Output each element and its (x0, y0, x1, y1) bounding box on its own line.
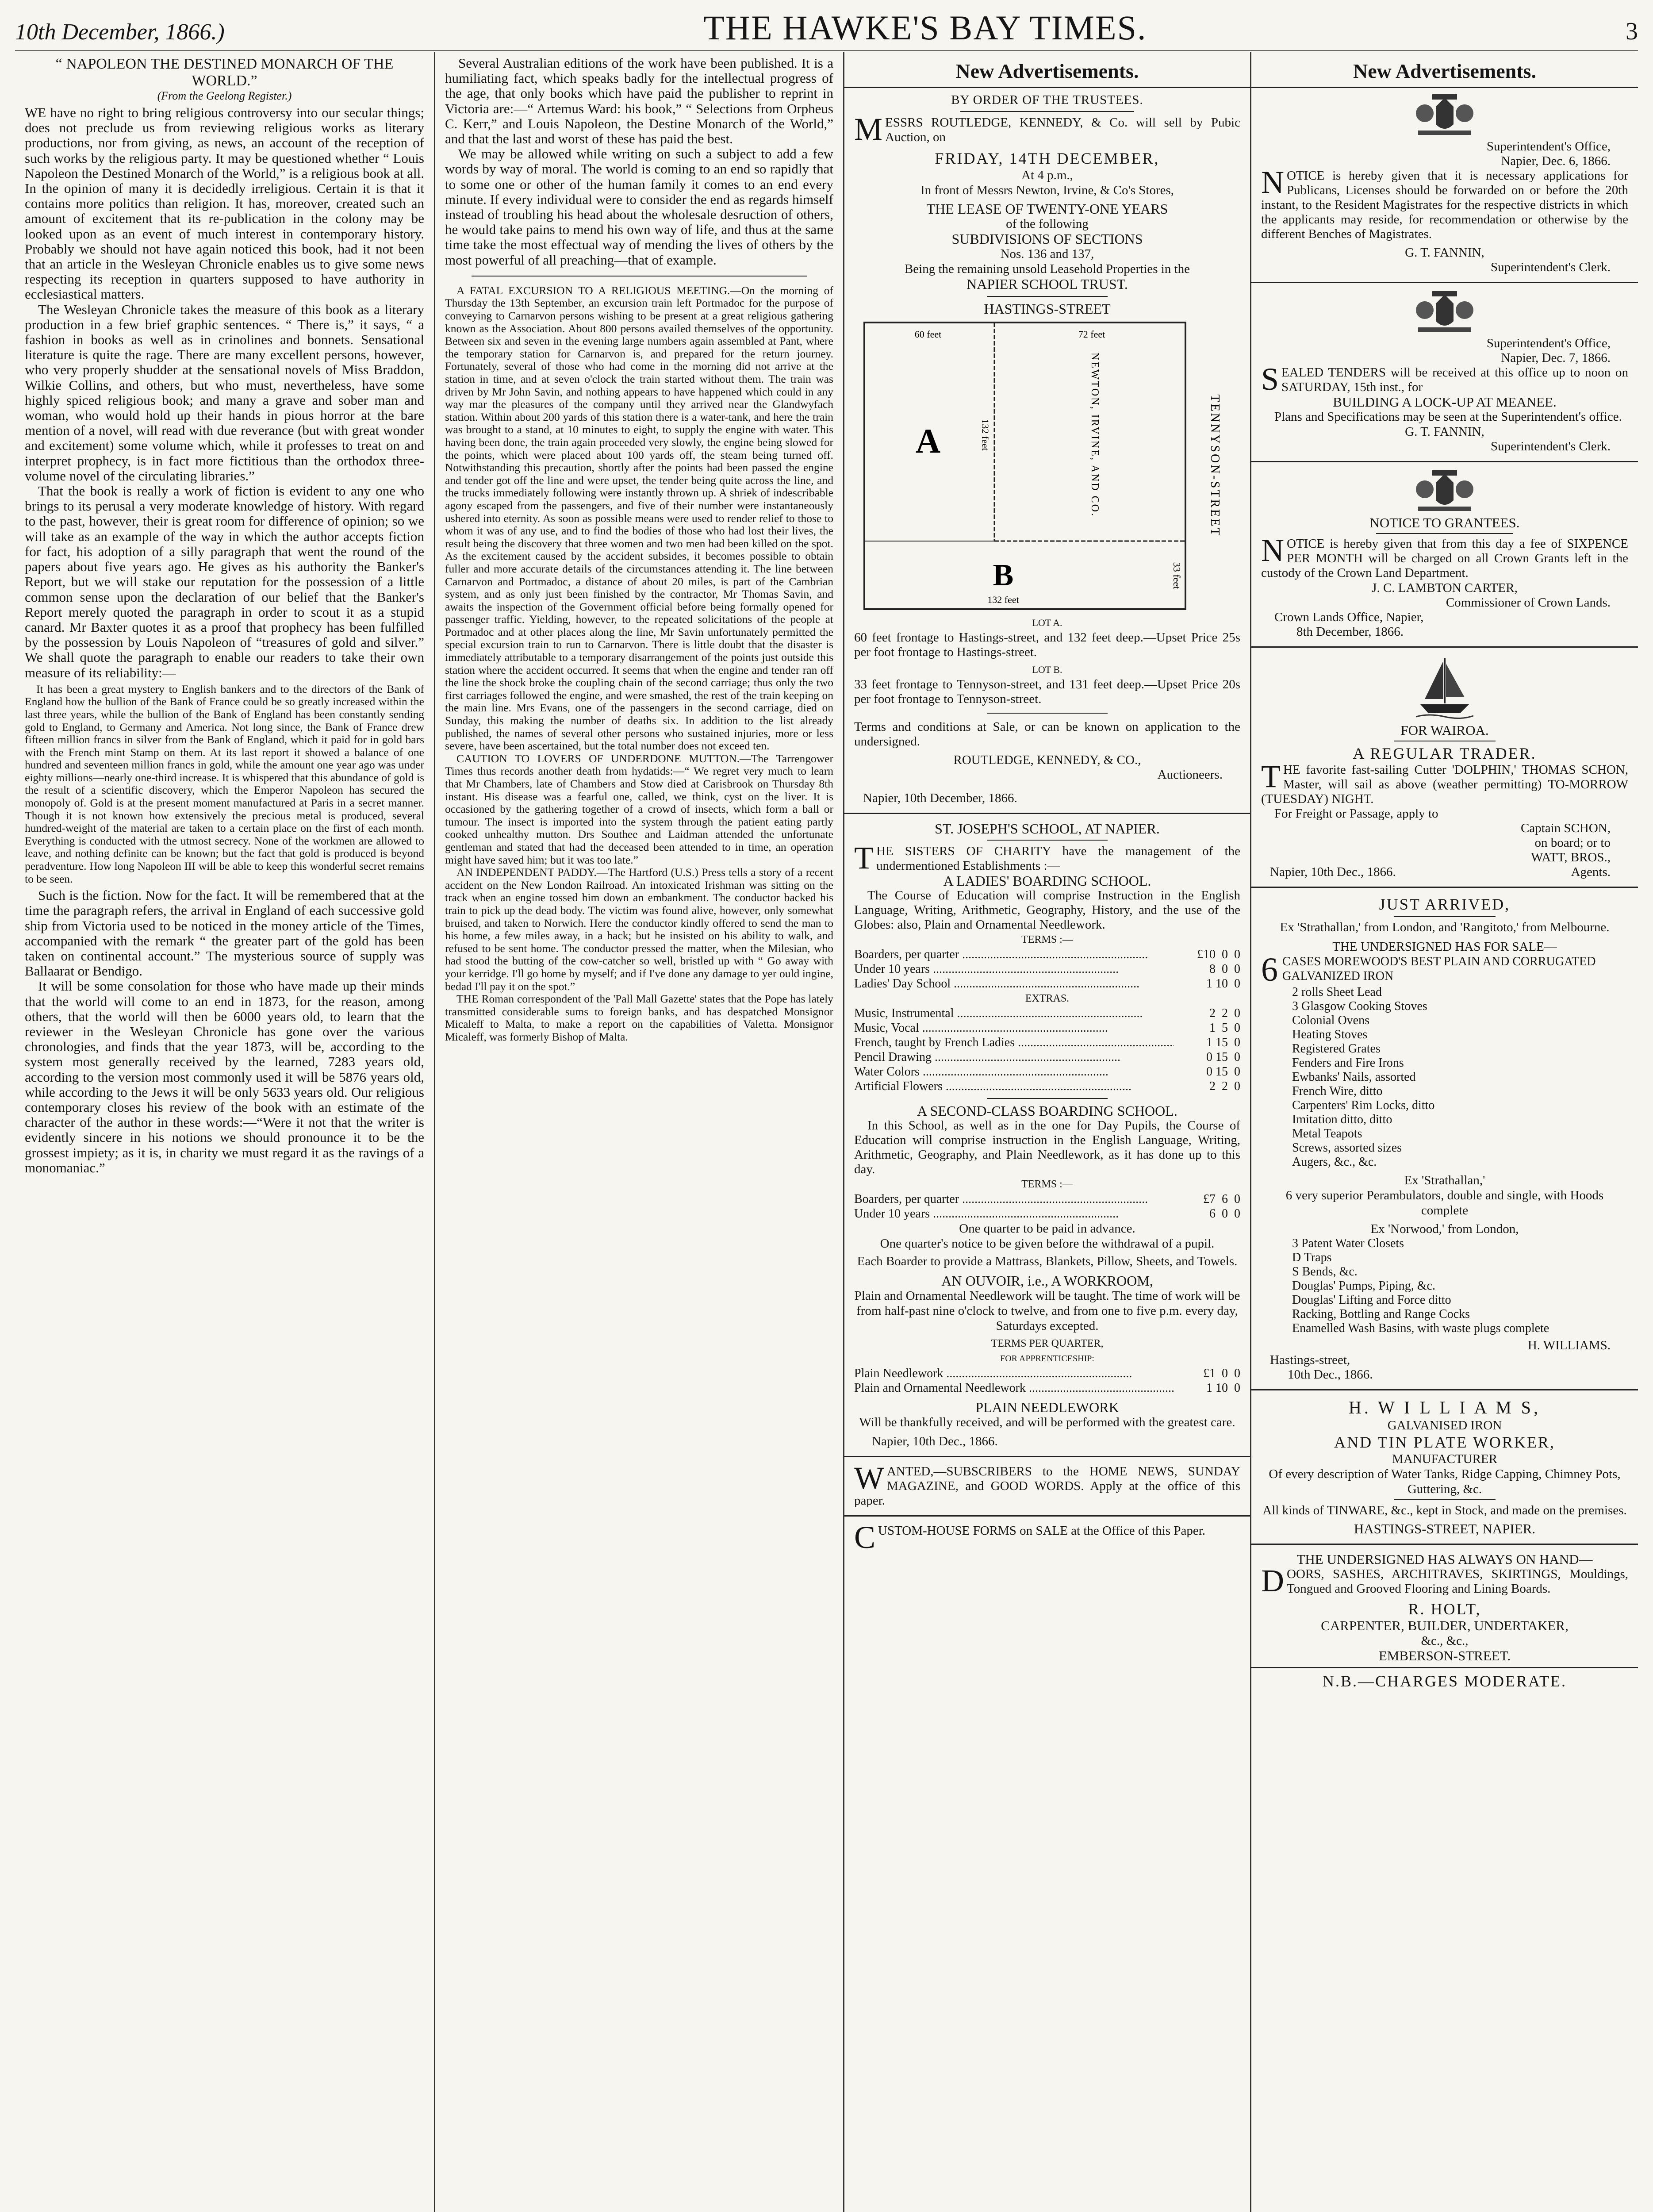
williams-name: H. W I L L I A M S, (1348, 1398, 1541, 1417)
columns (15, 52, 1638, 2212)
auction-intro: MESSRS ROUTLEDGE, KENNEDY, & Co. will sell by Pubic Auction, on (854, 111, 1240, 147)
custom-house-ad (854, 1520, 1240, 1555)
ouvoir-title: AN OUVOIR, i.e., A WORKROOM, (941, 1273, 1153, 1289)
paragraph: THE Roman correspondent of the 'Pall Mall Gazette' states that the Pope has lately transmitted considerable sums to foreign banks, and has despatched Monsignor Micaleff to Malta, to make a report on the capabilities of Valetta. Monsignor Micaleff, was formerly Bishop of Malta. (445, 992, 833, 1043)
auction-section-numbers: Nos. 136 and 137, (1000, 247, 1094, 261)
coat-of-arms-motto (1418, 327, 1471, 332)
paragraph: CAUTION TO LOVERS OF UNDERDONE MUTTON.—The Tarrengower Times thus records another death from hydatids:—“ We regret very much to learn that Mr Chambers, late of Chambers and Stow died at Carisbrook on Thursday 8th instant. His disease was a fearful one, called, we think, cyst on the liver. It is occasioned by the gathering together of a crowd of insects, which form a ball or tumour. The insect is imported into the system through the patient eating partly cooked unhealthy mutton. Drs Southee and Laidman attended the unfortunate gentleman and stated that had the deceased been attended to in time, an operation might have saved him; but it was too late.” (445, 752, 833, 866)
paragraph: Metal Teapots (1292, 1127, 1362, 1141)
wanted-ad (854, 1460, 1240, 1508)
plain-needlework-text: Will be thankfully received, and will be performed with the greatest care. (859, 1415, 1235, 1429)
williams-desc: Of every description of Water Tanks, Ridge Capping, Chimney Pots, Guttering, &c. (1269, 1467, 1621, 1496)
lot-a-label: LOT A. (1032, 617, 1062, 628)
row-label: Artificial Flowers ..... (854, 1079, 1174, 1094)
row-value: £7 6 0 (1203, 1192, 1240, 1206)
row-value: 8 0 0 (1209, 962, 1240, 976)
auction-terms: Terms and conditions at Sale, or can be known on application to the undersigned. (854, 720, 1240, 749)
arrived-undersigned: THE UNDERSIGNED HAS FOR SALE— (1332, 940, 1557, 954)
page-number: 3 (1625, 18, 1638, 45)
paragraph: Ewbanks' Nails, assorted (1292, 1070, 1416, 1084)
divider (960, 111, 1134, 112)
table-row (854, 976, 1240, 991)
williams-address: HASTINGS-STREET, NAPIER. (1354, 1521, 1536, 1536)
auction-being: Being the remaining unsold Leasehold Properties in the (904, 262, 1190, 276)
arrived-date: 10th Dec., 1866. (1288, 1367, 1373, 1382)
row-label: Boarders, per quarter ..... (854, 1192, 1174, 1206)
divider (987, 1098, 1108, 1099)
ads-header: New Advertisements. (844, 56, 1250, 88)
wairoa-title: FOR WAIROA. (1400, 722, 1489, 738)
coat-of-arms-unicorn (1456, 301, 1473, 319)
paragraph: That the book is really a work of fiction is evident to any one who brings to its perusal a very moderate knowledge of history. With regard to the past, however, their is great room for difference of opinion; so we will take as an example of the way in which the author accepts fiction for fact, his adoption of a silly paragraph that went the round of the papers about five years ago. He gives as his authority the Banker's Report, but we will stake our reputation for the possession of a little common sense upon the declaration of our belief that the Banker's Report merely quoted the paragraph in order to scout it as a stupid canard. Mr Baxter quotes it as a proof that prophecy has been fulfilled by the possession by Louis Napoleon of “treasures of gold and silver.” We shall quote the paragraph to enable our readers to take their own measure of its reliability:— (25, 483, 424, 680)
holt-nb: N.B.—CHARGES MODERATE. (1322, 1672, 1567, 1690)
wairoa-ad (1261, 655, 1628, 879)
coat-of-arms-shield (1436, 295, 1454, 326)
arrived-cases (1261, 951, 1628, 988)
paragraph: Such is the fiction. Now for the fact. It will be remembered that at the time the paragraph refers, the arrival in England of each successive gold ship from Victoria used to be noticed in the money article of the Times, accompanied with the remark “ the greater part of the gold has been taken on continental account.” The mysterious source of supply was Ballaarat or Bendigo. (25, 887, 424, 979)
coat-of-arms-lion (1416, 480, 1434, 498)
article-body-end (445, 56, 833, 268)
divider (1251, 1544, 1638, 1545)
article-body-continued (25, 888, 424, 1175)
custom-house-text: CUSTOM-HOUSE FORMS on SALE at the Office of this Paper. (854, 1520, 1206, 1555)
advance-note: One quarter to be paid in advance. (959, 1221, 1135, 1236)
notice1-signature: G. T. FANNIN, (1405, 246, 1484, 260)
coat-of-arms-crown (1432, 94, 1457, 100)
grantees-date: 8th December, 1866. (1296, 625, 1404, 639)
second-school-title: A SECOND-CLASS BOARDING SCHOOL. (917, 1103, 1177, 1119)
masthead (15, 8, 1638, 52)
arrived-title: JUST ARRIVED, (1379, 895, 1511, 913)
school-ad (854, 821, 1240, 1449)
table-row (854, 1006, 1240, 1021)
coat-of-arms-icon (1409, 290, 1480, 334)
table-row (854, 1050, 1240, 1064)
notice2-building: BUILDING A LOCK-UP AT MEANEE. (1333, 394, 1557, 410)
wairoa-dateline: Napier, 10th Dec., 1866. (1270, 865, 1396, 879)
auction-dateline: Napier, 10th December, 1866. (863, 791, 1017, 805)
grantees-title: NOTICE TO GRANTEES. (1369, 515, 1520, 530)
divider (987, 713, 1108, 714)
row-label: Pencil Drawing ..... (854, 1050, 1174, 1064)
row-label: Plain and Ornamental Needlework ..... (854, 1381, 1174, 1395)
ads-header: New Advertisements. (1251, 56, 1638, 88)
divider (987, 296, 1108, 297)
coat-of-arms-crown (1432, 470, 1457, 476)
divider (1394, 1499, 1496, 1500)
notice1-text: NOTICE is hereby given that it is necessary applications for Publicans, Licenses should be forwarded on or before the 20th instant, to the Resident Magistrates for the respective districts in which the applicants may reside, for recommendation or otherwise by the different Benches of Magistrates. (1261, 165, 1628, 241)
row-value: 6 0 0 (1209, 1207, 1240, 1221)
row-label: Plain Needlework ..... (854, 1366, 1174, 1381)
holt-ad (1261, 1552, 1628, 1690)
row-value: 1 10 0 (1206, 1381, 1240, 1395)
wairoa-captain: Captain SCHON, (1521, 821, 1611, 835)
plan-lot-b: B (993, 558, 1013, 592)
auctioneer-role: Auctioneers. (1157, 768, 1223, 782)
divider (844, 1456, 1250, 1457)
divider (1251, 887, 1638, 888)
grantees-text: NOTICE is hereby given that from this day a fee of SIXPENCE PER MONTH will be charged on all Crown Grants left in the custody of the Crown Land Department. (1261, 533, 1628, 580)
paragraph: Douglas' Pumps, Piping, &c. (1292, 1279, 1435, 1293)
wairoa-agents: Agents. (1571, 865, 1611, 879)
wanted-text: WANTED,—SUBSCRIBERS to the HOME NEWS, SUNDAY MAGAZINE, and GOOD WORDS. Apply at the office of this paper. (854, 1460, 1240, 1508)
arrived-signature: H. WILLIAMS. (1527, 1338, 1611, 1352)
wairoa-board: on board; or to (1534, 836, 1611, 850)
paragraph: A FATAL EXCURSION TO A RELIGIOUS MEETING.—On the morning of Thursday the 13th September, an excursion train left Portmadoc for the purpose of conveying to Carnarvon persons wishing to be present at a great religious gathering known as the Association. About 800 persons availed themselves of the opportunity. Between six and seven in the evening large numbers again assembled at Pant, where the temporary station for Carnarvon is, and prepared for the return journey. Fortunately, several of those who had come in the morning did not arrive at the station in time, and at seven o'clock the train started without them. The train was driven by Mr John Savin, and nothing appears to have happened which could in any way mar the pleasures of the company until they arrived near the Glandwyfach station. Within about 200 yards of this station there is a water-tank, and here the train was brought to a stand, at 10 minutes to eight, to supply the engine with water. This having been done, the train again proceeded very slowly, the engine being slowed for the points, which were placed about 100 yards off, the steam being turned off. Notwithstanding this precaution, shortly after the points had been passed the engine and tender got off the line and were upset, the tender being quite across the line, and the trucks immediately following were instantly thrown up. A shriek of indescribable agony escaped from the passengers, and five of their number were instantaneously ushered into eternity. As soon as possible means were used to render relief to those to whom it was of any use, and to find the bodies of those who had lost their lives, the result being the discovery that three women and two men had been killed on the spot. As the excitement caused by the accident subsides, it becomes possible to obtain fuller and more accurate details of the circumstances attending it. The line between Carnarvon and Portmadoc, a distance of about 20 miles, is part of the Cambrian system, and as only just been finished by the contractor, Mr Thomas Savin, and awaits the inspection of the Government official before being formally opened for passenger traffic. Yielding, however, to the repeated solicitations of the people at Portmadoc and at other places along the line, Mr Savin unfortunately permitted the special excursion train to run to Carnarvon. There is little doubt that the disaster is immediately attributable to a temporary disarrangement of the points just outside this station where the accident occurred. It seems that when the engine and tender ran off the line the shock broke the coupling chain of the second carriage; thus only the two first carriages followed the engine, and were smashed, the rest of the train keeping on the main line. Mrs Evans, one of the passengers in the second carriage, died on Sunday, this making the number of deaths six. In addition to the list already published, the names of several other persons who sustained injuries, more or less severe, have been ascertained, but the total number does not exceed ten. (445, 284, 833, 753)
paragraph: Carpenters' Rim Locks, ditto (1292, 1098, 1435, 1112)
arrived-cases-text: CASES MOREWOOD'S BEST PLAIN AND CORRUGATED GALVANIZED IRON (1282, 955, 1596, 983)
row-label: Music, Instrumental ..... (854, 1006, 1174, 1021)
paragraph: Heating Stoves (1292, 1028, 1368, 1041)
notice2-plans: Plans and Specifications may be seen at the Superintendent's office. (1274, 410, 1622, 424)
paragraph: We may be allowed while writing on such a subject to add a few words by way of moral. The world is coming to an end so rapidly that to some one or other of the human family it comes to an end every minute. If every individual were to consider the end as regards himself instead of troubling his head about the wholesale desruction of others, he would take pains to mend his own way of life, and thus at the same time take the most effectual way of mending the lives of others by the most powerful of all preaching—that of example. (445, 146, 833, 268)
lot-b-label: LOT B. (1032, 664, 1062, 675)
coat-of-arms-icon (1409, 469, 1480, 514)
issue-date: 10th December, 1866.) (15, 19, 225, 45)
newspaper-title: THE HAWKE'S BAY TIMES. (703, 8, 1147, 47)
lot-b-text: 33 feet frontage to Tennyson-street, and 131 feet deep.—Upset Price 20s per foot frontage to Tennyson-street. (854, 677, 1240, 706)
row-label: French, taught by French Ladies ..... (854, 1035, 1174, 1050)
school-intro: THE SISTERS OF CHARITY have the management of the undermentioned Establishments :— (854, 840, 1240, 876)
extras-table (854, 1006, 1240, 1094)
coat-of-arms-shield (1436, 474, 1454, 505)
row-value: £1 0 0 (1203, 1367, 1240, 1380)
auction-following: of the following (1006, 217, 1089, 231)
paragraph: Imitation ditto, ditto (1292, 1113, 1392, 1126)
plan-60-feet: 60 feet (914, 329, 941, 340)
row-label: Water Colors ..... (854, 1064, 1174, 1079)
table-row (854, 1079, 1240, 1094)
terms-label: TERMS :— (1021, 934, 1073, 945)
row-value: 1 10 0 (1206, 977, 1240, 991)
notice2-text: SEALED TENDERS will be received at this office up to noon on SATURDAY, 15th inst., for (1261, 361, 1628, 397)
paragraph: The Wesleyan Chronicle takes the measure of this book as a literary production in a few brief graphic sentences. “ There is,” it says, “ a fashion in books as well as in crinolines and bonnets. Sensational literature is quite the rage. There are many excellent persons, however, who very properly shudder at the sensational novels of Miss Braddon, Wilkie Collins, and others, but who must, nevertheless, have some highly spiced religious book; and many a grave and sober man and woman, who would hold up their hands in pious horror at the bare mention of a novel, will read with due reverance (but with great wonder and excitement) some volume which, while it professes to treat on and interpret prophecy, is in fact more fictitious than the orthodox three-volume novel of the circulating libraries.” (25, 301, 424, 484)
paragraph: Douglas' Lifting and Force ditto (1292, 1293, 1451, 1307)
notice2-role: Superintendent's Clerk. (1490, 439, 1611, 453)
holt-etc: &c., &c., (1421, 1634, 1469, 1648)
williams-tinware: All kinds of TINWARE, &c., kept in Stock, and made on the premises. (1262, 1503, 1627, 1517)
table-row (854, 1035, 1240, 1050)
coat-of-arms-motto (1418, 131, 1471, 135)
holt-name: R. HOLT, (1408, 1600, 1481, 1618)
williams-trade-1: GALVANISED IRON (1387, 1418, 1502, 1432)
wairoa-freight: For Freight or Passage, apply to (1274, 806, 1438, 821)
auctioneer-firm: ROUTLEDGE, KENNEDY, & CO., (953, 753, 1141, 767)
paragraph: Colonial Ovens (1292, 1014, 1369, 1027)
row-value: 0 15 0 (1206, 1050, 1240, 1064)
boarder-note: Each Boarder to provide a Mattrass, Blankets, Pillow, Sheets, and Towels. (857, 1254, 1238, 1268)
holt-title: THE UNDERSIGNED HAS ALWAYS ON HAND— (1296, 1551, 1593, 1567)
notice1-date: Napier, Dec. 6, 1866. (1501, 154, 1611, 168)
withdrawal-note: One quarter's notice to be given before the withdrawal of a pupil. (880, 1237, 1215, 1251)
paragraph: It will be some consolation for those who have made up their minds that the world will come to an end in 1873, for the reason, among others, that the world will then be 6000 years old, to learn that the reviewer in the Wesleyan Chronicle has gone over the various chronologies, and finds that the year 1873, will be, according to the system most generally received by the learned, 7283 years old, according to the version most commonly used it will be 5876 years old, while according to the Jews it will be only 5633 years old. Our religious contemporary closes his review of the book with an estimate of the character of the author in these words:—“Were it not that the writer is evidently sincere in his notions we should pronounce it to be the grossest impiety; as it is, in charity we must regard it as the ravings of a monomaniac.” (25, 978, 424, 1175)
table-row (854, 1366, 1240, 1381)
williams-trade-3: MANUFACTURER (1392, 1452, 1497, 1466)
school-title: ST. JOSEPH'S SCHOOL, AT NAPIER. (935, 821, 1160, 837)
williams-trade-2: AND TIN PLATE WORKER, (1334, 1433, 1555, 1451)
notice1-role: Superintendent's Clerk. (1490, 260, 1611, 274)
divider (1251, 646, 1638, 648)
paragraph: It has been a great mystery to English bankers and to the directors of the Bank of England how the bullion of the Bank of France could be so greatly increased within the last three years, while the bullion of the Bank of England has been constantly sending gold to England, to Germany and America. Not long since, the Bank of France drew fifteen million francs in silver from the Bank of England, which it paid for in gold bars with the French mint Stamp on them. At its last report it showed a balance of one hundred and seventeen million francs in gold, while the amount one year ago was under eighty millions—nearly one-third increase. It is whispered that this abundance of gold is the result of a scientific discovery, which the Emperor Napoleon has secured the monopoly of. Gold is at the present moment manufactured at Paris in a secret manner. Though it is not known how extensively the precious metal is produced, several hundred-weight of the material are taken to a certain place on the first of each month. Everything is conducted with the utmost secrecy. None of the workmen are allowed to leave, and nothing definite can be known; but the fact that gold is produced is beyond peradventure. How long Napoleon III will be able to keep this wonderful secret remains to be seen. (25, 682, 424, 885)
row-value: 1 5 0 (1209, 1021, 1240, 1035)
table-row (854, 1064, 1240, 1079)
row-value: 1 15 0 (1206, 1036, 1240, 1049)
table-row (854, 1206, 1240, 1221)
plan-33-feet: 33 feet (1171, 562, 1182, 589)
auction-ad (854, 92, 1240, 806)
ship-icon (1416, 655, 1473, 721)
row-value: 2 2 0 (1209, 1079, 1240, 1093)
table-row (854, 1021, 1240, 1035)
row-value: 2 2 0 (1209, 1006, 1240, 1020)
table-row (854, 1381, 1240, 1395)
auction-subdivisions: SUBDIVISIONS OF SECTIONS (951, 231, 1143, 247)
grantees-role: Commissioner of Crown Lands. (1446, 595, 1611, 610)
plan-newton-irvine: NEWTON, IRVINE, AND CO. (1089, 353, 1101, 517)
plan-72-feet: 72 feet (1078, 329, 1105, 340)
coat-of-arms-unicorn (1456, 104, 1473, 122)
for-apprenticeship: FOR APPRENTICESHIP: (1000, 1354, 1094, 1363)
arrived-items-2 (1261, 1237, 1628, 1336)
plan-lot-a: A (915, 422, 940, 460)
paragraph: French Wire, ditto (1292, 1084, 1383, 1098)
divider (1251, 1389, 1638, 1390)
notice2-signature: G. T. FANNIN, (1405, 425, 1484, 439)
divider (987, 840, 1108, 841)
terms-table (854, 947, 1240, 991)
article-title: “ NAPOLEON THE DESTINED MONARCH OF THE WORLD.” (55, 56, 394, 89)
column-4 (1251, 52, 1638, 2212)
plan-outline (864, 323, 1185, 609)
paragraph: D Traps (1292, 1251, 1332, 1264)
coat-of-arms-unicorn (1456, 480, 1473, 498)
arrived-ex1: Ex 'Strathallan,' from London, and 'Rangitoto,' from Melbourne. (1280, 920, 1610, 934)
plan-132-feet-vertical: 132 feet (979, 419, 991, 451)
divider (1251, 282, 1638, 283)
terms-table-3 (854, 1366, 1240, 1395)
auction-trust: NAPIER SCHOOL TRUST. (966, 276, 1128, 292)
divider (844, 813, 1250, 814)
divider (1376, 533, 1513, 534)
row-label: Ladies' Day School ..... (854, 976, 1174, 991)
auction-place: In front of Messrs Newton, Irvine, & Co's Stores, (920, 183, 1174, 197)
arrived-perambulators: 6 very superior Perambulators, double and single, with Hoods complete (1285, 1188, 1604, 1217)
paragraph: S Bends, &c. (1292, 1265, 1358, 1279)
paragraph: 3 Glasgow Cooking Stoves (1292, 999, 1427, 1013)
paragraph: Racking, Bottling and Range Cocks (1292, 1307, 1470, 1321)
notice2-date: Napier, Dec. 7, 1866. (1501, 351, 1611, 365)
plain-needlework-title: PLAIN NEEDLEWORK (975, 1399, 1119, 1415)
coat-of-arms-icon (1409, 93, 1480, 138)
plan-132-feet: 132 feet (987, 594, 1019, 605)
paragraph: Enamelled Wash Basins, with waste plugs complete (1292, 1321, 1549, 1335)
divider (1251, 461, 1638, 462)
paragraph: WE have no right to bring religious controversy into our secular things; does not preclude us from reviewing religious works as literary productions, nor from giving, as news, an account of the reception of such works by the religious party. It may be questioned whether “ Louis Napoleon the Destined Monarch of the World,” is a religious book at all. In the opinion of many it is decidedly irreligious. Certain it is that it contains more politics than religion. It has, moreover, created such an amount of excitement that its re-publication in the colony may be looked upon as an event of much interest in contemporary history. Probably we should not have again noticed this book, had it not been that an article in the Wesleyan Chronicle enables us to give some news respecting its reception in quarters supposed to have authority in ecclesiastical matters. (25, 105, 424, 302)
lot-a-text: 60 feet frontage to Hastings-street, and 132 feet deep.—Upset Price 25s per foot frontage to Hastings-street. (854, 630, 1240, 659)
ship-sail-jib (1446, 664, 1465, 697)
auction-order: BY ORDER OF THE TRUSTEES. (951, 93, 1143, 107)
arrived-six: 6 (1261, 951, 1278, 988)
paragraph: Fenders and Fire Irons (1292, 1056, 1404, 1070)
grantees-signature: J. C. LAMBTON CARTER, (1372, 581, 1518, 595)
column-3 (844, 52, 1251, 2212)
divider (1251, 1667, 1638, 1668)
terms-table-2 (854, 1192, 1240, 1221)
arrived-place: Hastings-street, (1270, 1353, 1350, 1367)
paragraph: Registered Grates (1292, 1042, 1381, 1056)
auction-time: At 4 p.m., (1021, 168, 1073, 182)
ship-waves (1416, 715, 1473, 718)
ouvoir-text: Plain and Ornamental Needlework will be taught. The time of work will be from half-past nine o'clock to twelve, and from one to five p.m. every day, Saturdays excepted. (854, 1289, 1240, 1333)
ship-sail-main (1425, 661, 1443, 699)
grantees-notice (1261, 469, 1628, 639)
table-row (854, 947, 1240, 962)
terms-per-quarter: TERMS PER QUARTER, (991, 1338, 1104, 1349)
coat-of-arms-motto (1418, 507, 1471, 511)
ladies-school-title: A LADIES' BOARDING SCHOOL. (943, 873, 1151, 889)
paragraph: 3 Patent Water Closets (1292, 1237, 1404, 1250)
ladies-school-course: The Course of Education will comprise Instruction in the English Language, Writing, Arithmetic, Geography, History, and the use of the Globes: also, Plain and Ornamental Needlework. (854, 888, 1240, 932)
holt-street: EMBERSON-STREET. (1378, 1648, 1511, 1663)
terms-label-2: TERMS :— (1021, 1179, 1073, 1190)
paragraph: Screws, assorted sizes (1292, 1141, 1402, 1155)
auction-lease: THE LEASE OF TWENTY-ONE YEARS (926, 201, 1168, 217)
paragraph: Augers, &c., &c. (1292, 1155, 1377, 1169)
wairoa-agent-firm: WATT, BROS., (1531, 850, 1611, 864)
coat-of-arms-crown (1432, 291, 1457, 296)
row-label: Under 10 years ..... (854, 1206, 1174, 1221)
table-row (854, 1192, 1240, 1206)
ship-hull (1420, 704, 1469, 713)
coat-of-arms-lion (1416, 301, 1434, 319)
arrived-ex2: Ex 'Strathallan,' (1404, 1173, 1485, 1187)
holt-text: DOORS, SASHES, ARCHITRAVES, SKIRTINGS, Mouldings, Tongued and Grooved Flooring and Lining Boards. (1261, 1563, 1628, 1598)
arrived-ex3: Ex 'Norwood,' from London, (1370, 1222, 1519, 1236)
williams-ad (1261, 1398, 1628, 1536)
row-value: 0 15 0 (1206, 1065, 1240, 1079)
lot-plan (862, 320, 1233, 612)
divider (844, 1515, 1250, 1517)
second-school-course: In this School, as well as in the one for Day Pupils, the Course of Education will comprise instruction in the English Language, Writing, Arithmetic, Geography, and Plain Needlework, as it has done up to this day. (854, 1118, 1240, 1176)
news-items (445, 284, 833, 1044)
row-label: Music, Vocal ..... (854, 1021, 1174, 1035)
holt-trade: CARPENTER, BUILDER, UNDERTAKER, (1321, 1618, 1569, 1633)
article-quote (25, 683, 424, 886)
wairoa-text: THE favorite fast-sailing Cutter 'DOLPHIN,' THOMAS SCHON, Master, will sail as above (weather permitting) TO-MORROW (TUESDAY) NIGHT. (1261, 759, 1628, 806)
coat-of-arms-lion (1416, 104, 1434, 122)
row-label: Under 10 years ..... (854, 962, 1174, 976)
grantees-office: Crown Lands Office, Napier, (1274, 610, 1424, 624)
article-body (25, 105, 424, 680)
table-row (854, 962, 1240, 976)
divider (1394, 916, 1496, 917)
auction-day: FRIDAY, 14TH DECEMBER, (935, 150, 1160, 167)
column-2 (435, 52, 844, 2212)
coat-of-arms-shield (1436, 98, 1454, 129)
just-arrived-ad (1261, 895, 1628, 1382)
publicans-notice (1261, 93, 1628, 275)
plan-street-label: HASTINGS-STREET (984, 301, 1111, 317)
notice2-office: Superintendent's Office, (1486, 336, 1611, 350)
paragraph: AN INDEPENDENT PADDY.—The Hartford (U.S.) Press tells a story of a recent accident on the New London Railroad. An intoxicated Irishman was sitting on the track when an engine tossed him down an embankment. The conductor backed his train to pick up the dead body. The victim was found alive, however, only somewhat bruised, and taken to Norwich. Here the conductor kindly offered to send the man to his home, a few miles away, in a hack; but he insisted on his ability to walk, and refused to be sent home. The conductor pressed the matter, when the Milesian, who had stood the butting of the cow-catcher so well, bristled up with “ Go away with your kerridge. I'll go home by myself; and if I've done any damage to yer ould ingine, bedad I'll pay it on the spot.” (445, 866, 833, 993)
regular-trader: A REGULAR TRADER. (1353, 745, 1537, 762)
plan-tennyson-street: TENNYSON-STREET (1208, 394, 1222, 538)
wairoa-footer (1261, 865, 1628, 879)
tenders-notice (1261, 290, 1628, 454)
article-source: (From the Geelong Register.) (157, 89, 292, 102)
notice1-office: Superintendent's Office, (1486, 139, 1611, 154)
arrived-items-1 (1261, 985, 1628, 1169)
school-dateline: Napier, 10th Dec., 1866. (872, 1434, 998, 1448)
paragraph: Several Australian editions of the work have been published. It is a humiliating fact, which speaks badly for the intellectual progress of the age, that only books which have paid the publisher to reprint in Victoria are:—“ Artemus Ward: his book,” “ Selections from Orpheus C. Kerr,” and Louis Napoleon, the Destine Monarch of the World,” and that the last and worst of these has paid the best. (445, 55, 833, 147)
extras-label: EXTRAS. (1025, 993, 1070, 1004)
row-label: Boarders, per quarter ..... (854, 947, 1174, 962)
paragraph: 2 rolls Sheet Lead (1292, 985, 1382, 999)
row-value: £10 0 0 (1197, 948, 1240, 961)
column-1 (15, 52, 435, 2212)
